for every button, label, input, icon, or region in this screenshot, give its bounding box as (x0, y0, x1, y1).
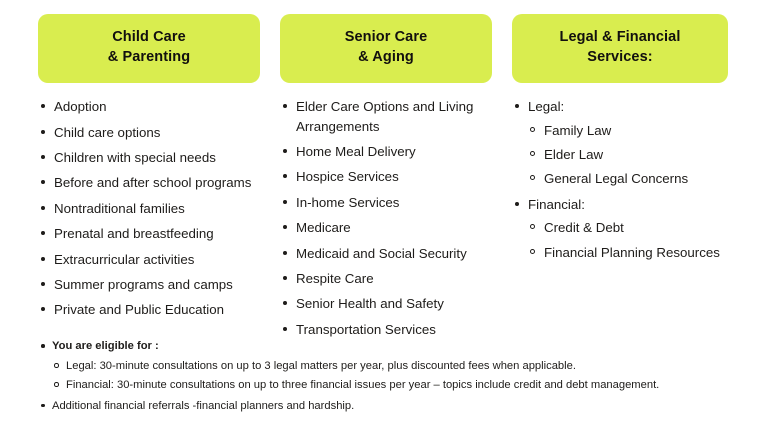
column-senior-care (280, 14, 492, 345)
sublist-item: Family Law (528, 121, 728, 140)
footer-list (38, 338, 738, 414)
list-child-care (38, 97, 260, 320)
eligibility-sublist (52, 358, 738, 393)
list-senior-care (280, 97, 492, 339)
card-title-line-2: & Aging (358, 48, 414, 65)
column-legal-financial (512, 14, 728, 268)
card-child-care (38, 14, 260, 83)
list-item: Hospice Services (280, 167, 492, 186)
additional-note: Additional financial referrals -financial planners and hardship. (38, 398, 738, 414)
category-columns (38, 14, 730, 345)
list-item: Private and Public Education (38, 300, 260, 319)
list-item: Nontraditional families (38, 199, 260, 218)
list-item: Medicaid and Social Security (280, 244, 492, 263)
list-item: Home Meal Delivery (280, 142, 492, 161)
group-label: Financial: (528, 196, 585, 212)
list-item: Before and after school programs (38, 173, 260, 192)
sublist-item: Legal: 30-minute consultations on up to 3 legal matters per year, plus discounted fees when applicable. (52, 358, 738, 374)
sublist-financial (528, 218, 728, 262)
group-label: Legal: (528, 99, 565, 115)
list-item: Respite Care (280, 269, 492, 288)
eligibility-heading: You are eligible for : (52, 340, 159, 352)
list-item-group-financial (512, 195, 728, 262)
list-item: Senior Health and Safety (280, 294, 492, 313)
list-item-group-legal (512, 97, 728, 189)
sublist-item: Financial: 30-minute consultations on up to three financial issues per year – topics include credit and debt management. (52, 377, 738, 393)
list-legal-financial (512, 97, 728, 262)
column-child-care (38, 14, 260, 326)
sublist-legal (528, 121, 728, 189)
card-title-line-1: Senior Care (344, 29, 428, 45)
sublist-item: Credit & Debt (528, 218, 728, 237)
card-legal-financial (512, 14, 728, 83)
list-item: Medicare (280, 218, 492, 237)
footer-notes (38, 338, 738, 418)
card-title-line-2: & Parenting (107, 48, 191, 65)
list-item: Prenatal and breastfeeding (38, 224, 260, 243)
card-senior-care (280, 14, 492, 83)
list-item: Summer programs and camps (38, 275, 260, 294)
eligibility-block (38, 338, 738, 394)
card-title-line-2: Services: (587, 48, 653, 65)
card-title-line-1: Legal & Financial (559, 29, 681, 45)
list-item: Extracurricular activities (38, 250, 260, 269)
sublist-item: General Legal Concerns (528, 169, 728, 188)
list-item: In-home Services (280, 193, 492, 212)
list-item: Elder Care Options and Living Arrangements (280, 97, 492, 136)
list-item: Transportation Services (280, 320, 492, 339)
list-item: Child care options (38, 123, 260, 142)
card-title-line-1: Child Care (112, 29, 186, 45)
list-item: Children with special needs (38, 148, 260, 167)
list-item: Adoption (38, 97, 260, 116)
sublist-item: Financial Planning Resources (528, 243, 728, 262)
sublist-item: Elder Law (528, 145, 728, 164)
